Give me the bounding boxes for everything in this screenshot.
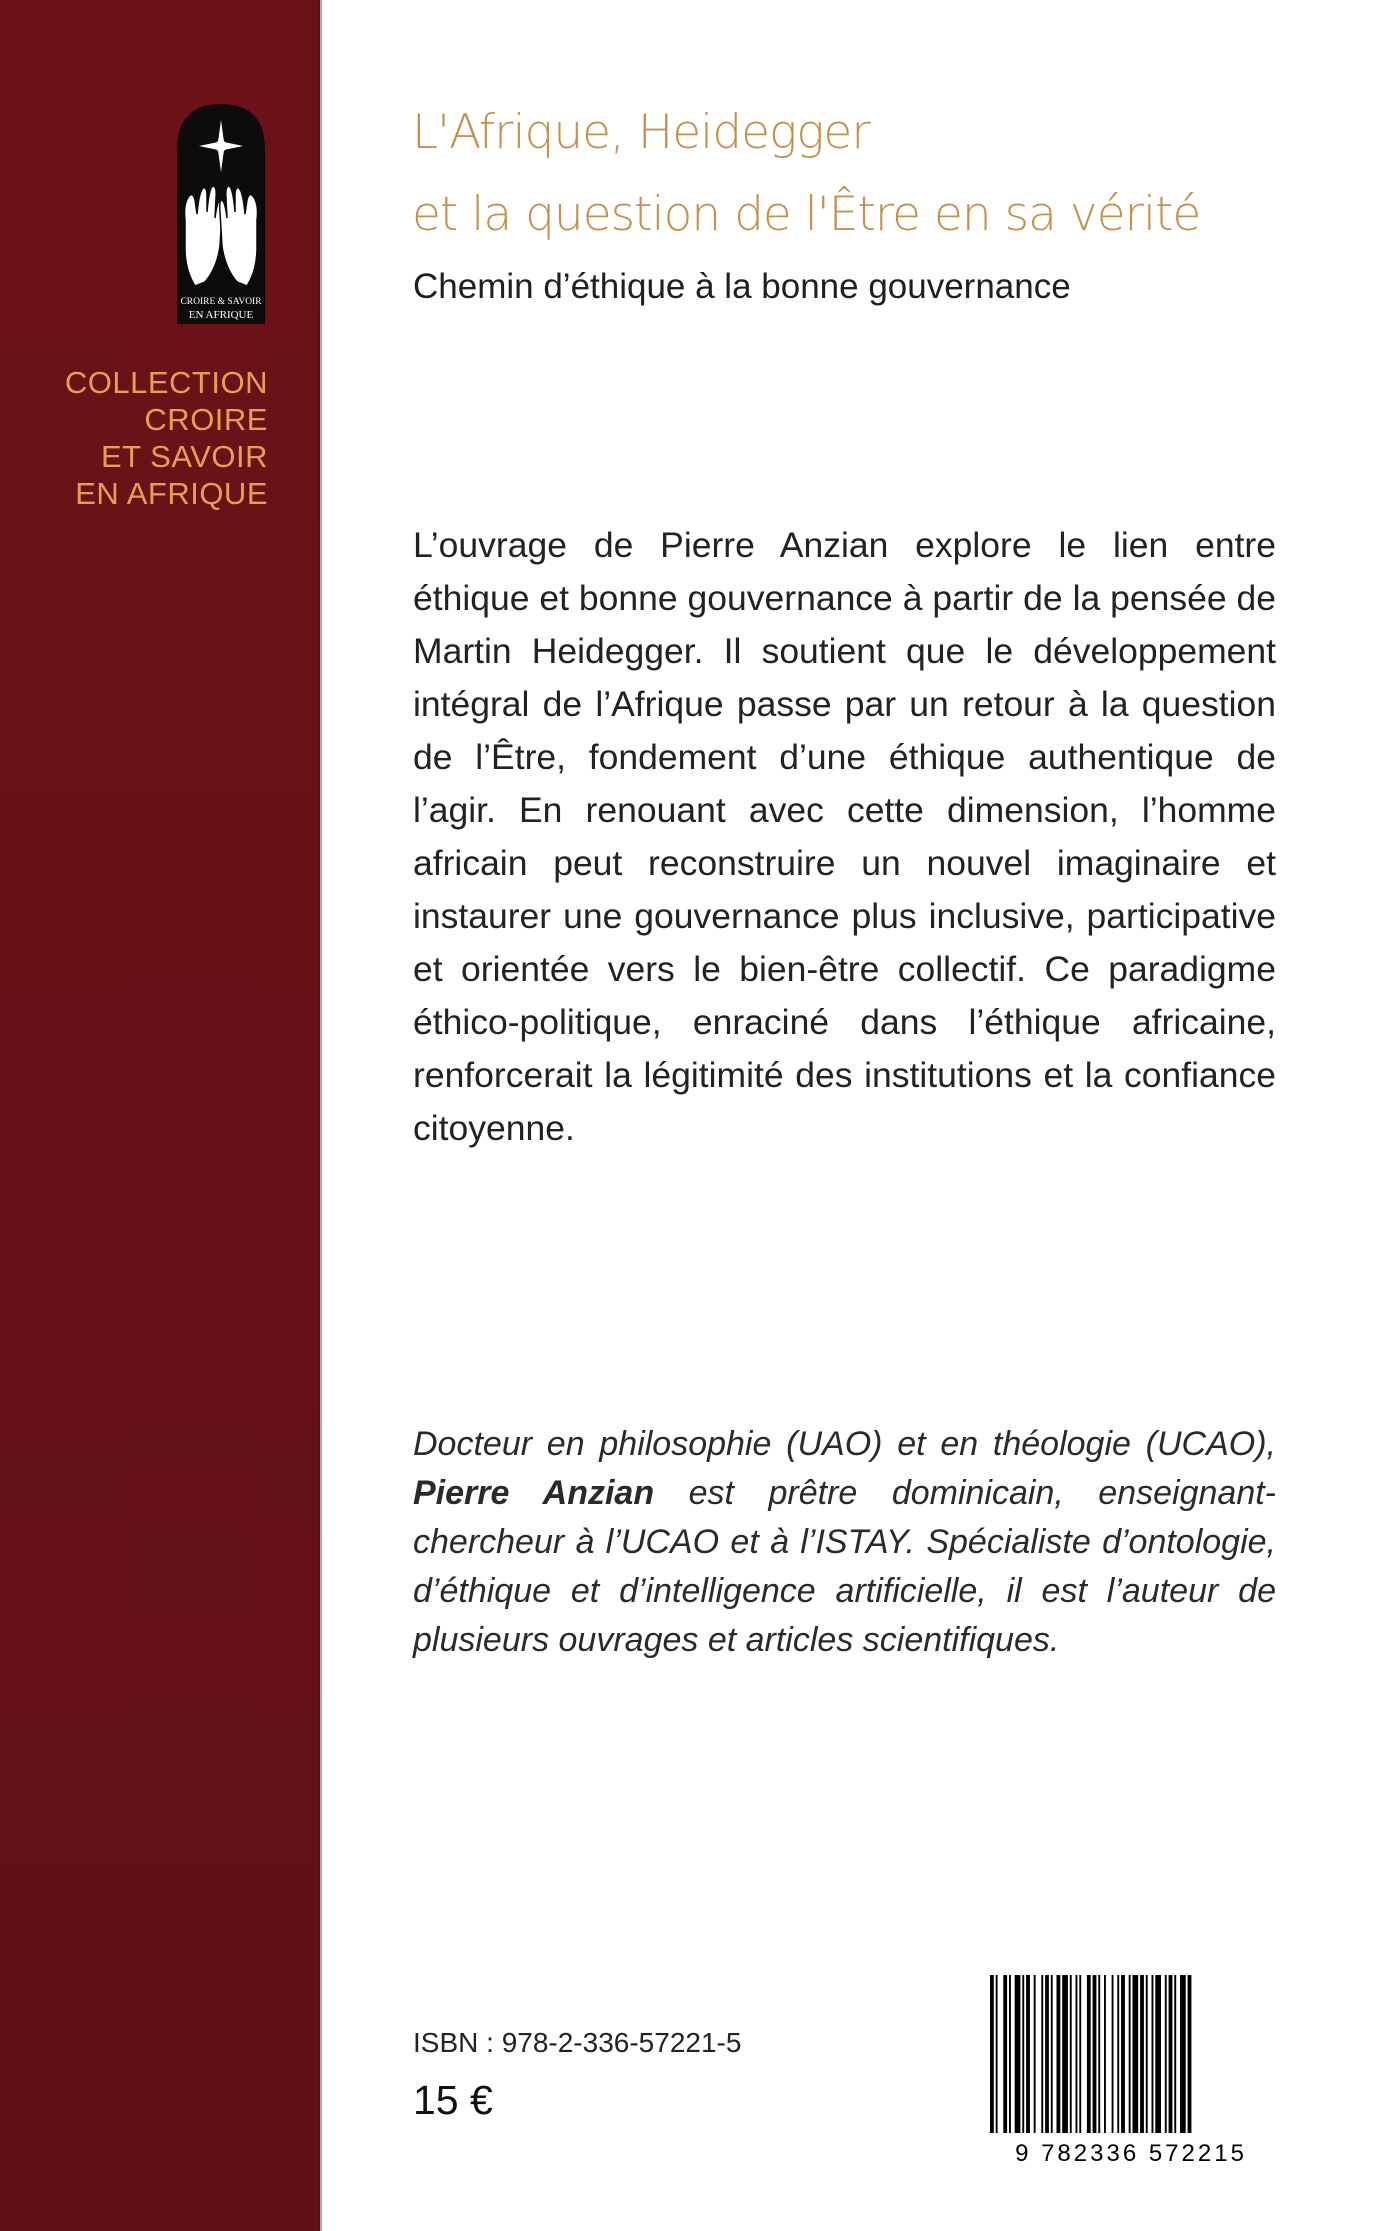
collection-line: ET SAVOIR [100,439,268,474]
barcode-bar [1087,1975,1091,2133]
barcode-bar [990,1975,994,2133]
collection-sidebar [0,0,320,2231]
sidebar-edge [318,0,322,2231]
barcode-bar [1093,1975,1097,2133]
barcode-bar [1112,1975,1114,2133]
author-name: Pierre Anzian [413,1474,655,1512]
barcode-bar [1041,1975,1043,2133]
collection-line: CROIRE [144,402,268,437]
barcode-bar [1070,1975,1072,2133]
barcode-bar [1180,1975,1186,2133]
barcode-bar [1165,1975,1167,2133]
barcode-bar [1057,1975,1061,2133]
barcode-digits: 9 782336 572215 [1015,2140,1247,2167]
barcode-bar [1129,1975,1131,2133]
barcode-bar [1045,1975,1049,2133]
book-title [412,92,1312,256]
barcode-bar [1098,1975,1100,2133]
barcode-bar [996,1975,998,2133]
barcode-bar [1026,1975,1030,2133]
author-bio-intro: Docteur en philosophie (UAO) et en théologie (UCAO), [413,1425,1276,1463]
barcode-bar [1188,1975,1192,2133]
book-title-line1: L'Afrique, Heidegger [412,105,870,160]
barcode-bar [1076,1975,1078,2133]
barcode-bar [1169,1975,1173,2133]
barcode-bar [1152,1975,1154,2133]
book-summary: L’ouvrage de Pierre Anzian explore le lien entre éthique et bonne gouvernance à partir de la pensée de Martin Heidegger. Il soutient que le développement intégral de l’Afrique passe par un retour à la question de l’Être, fondement d’une éthique authentique de l’agir. En renouant avec cette dimension, l’homme africain peut reconstruire un nouvel imaginaire et instaurer une gouvernance plus inclusive, participative et orientée vers le bien-être collectif. Ce paradigme éthico-politique, enraciné dans l’éthique africaine, renforcerait la légitimité des institutions et la confiance citoyenne. [413,525,1276,1148]
collection-line: EN AFRIQUE [75,476,268,511]
barcode [984,1971,1278,2167]
barcode-bar [1079,1975,1081,2133]
isbn-label: ISBN : 978-2-336-57221-5 [413,2027,742,2058]
barcode-bar [1155,1975,1161,2133]
barcode-bar [1003,1975,1007,2133]
barcode-bar [1140,1975,1144,2133]
barcode-bar [1022,1975,1024,2133]
svg-text:EN AFRIQUE: EN AFRIQUE [188,309,254,321]
barcode-bar [1062,1975,1068,2133]
author-bio [413,1420,1276,1665]
barcode-bar [1117,1975,1119,2133]
book-subtitle: Chemin d’éthique à la bonne gouvernance [413,267,1071,306]
barcode-bar [1146,1975,1148,2133]
barcode-bar [1034,1975,1036,2133]
barcode-bar [1009,1975,1011,2133]
book-title-line2: et la question de l'Être en sa vérité [412,187,1201,242]
svg-text:CROIRE & SAVOIR: CROIRE & SAVOIR [180,297,262,307]
barcode-bar [1133,1975,1139,2133]
collection-name [20,364,268,512]
author-bio-rest: est prêtre dominicain, enseignant-chercheur à l’UCAO et à l’ISTAY. Spécialiste d’ontologie, d’éthique et d’intelligence artificielle, il est l’auteur de plusieurs ouvrages et articles scientifiques. [413,1474,1276,1659]
barcode-bar [1121,1975,1125,2133]
collection-line: COLLECTION [64,365,268,400]
croire-savoir-logo [171,100,271,324]
price-label: 15 € [413,2077,493,2123]
barcode-bar [1051,1975,1053,2133]
barcode-bar [1174,1975,1176,2133]
barcode-bar [1015,1975,1021,2133]
barcode-bar [1104,1975,1106,2133]
